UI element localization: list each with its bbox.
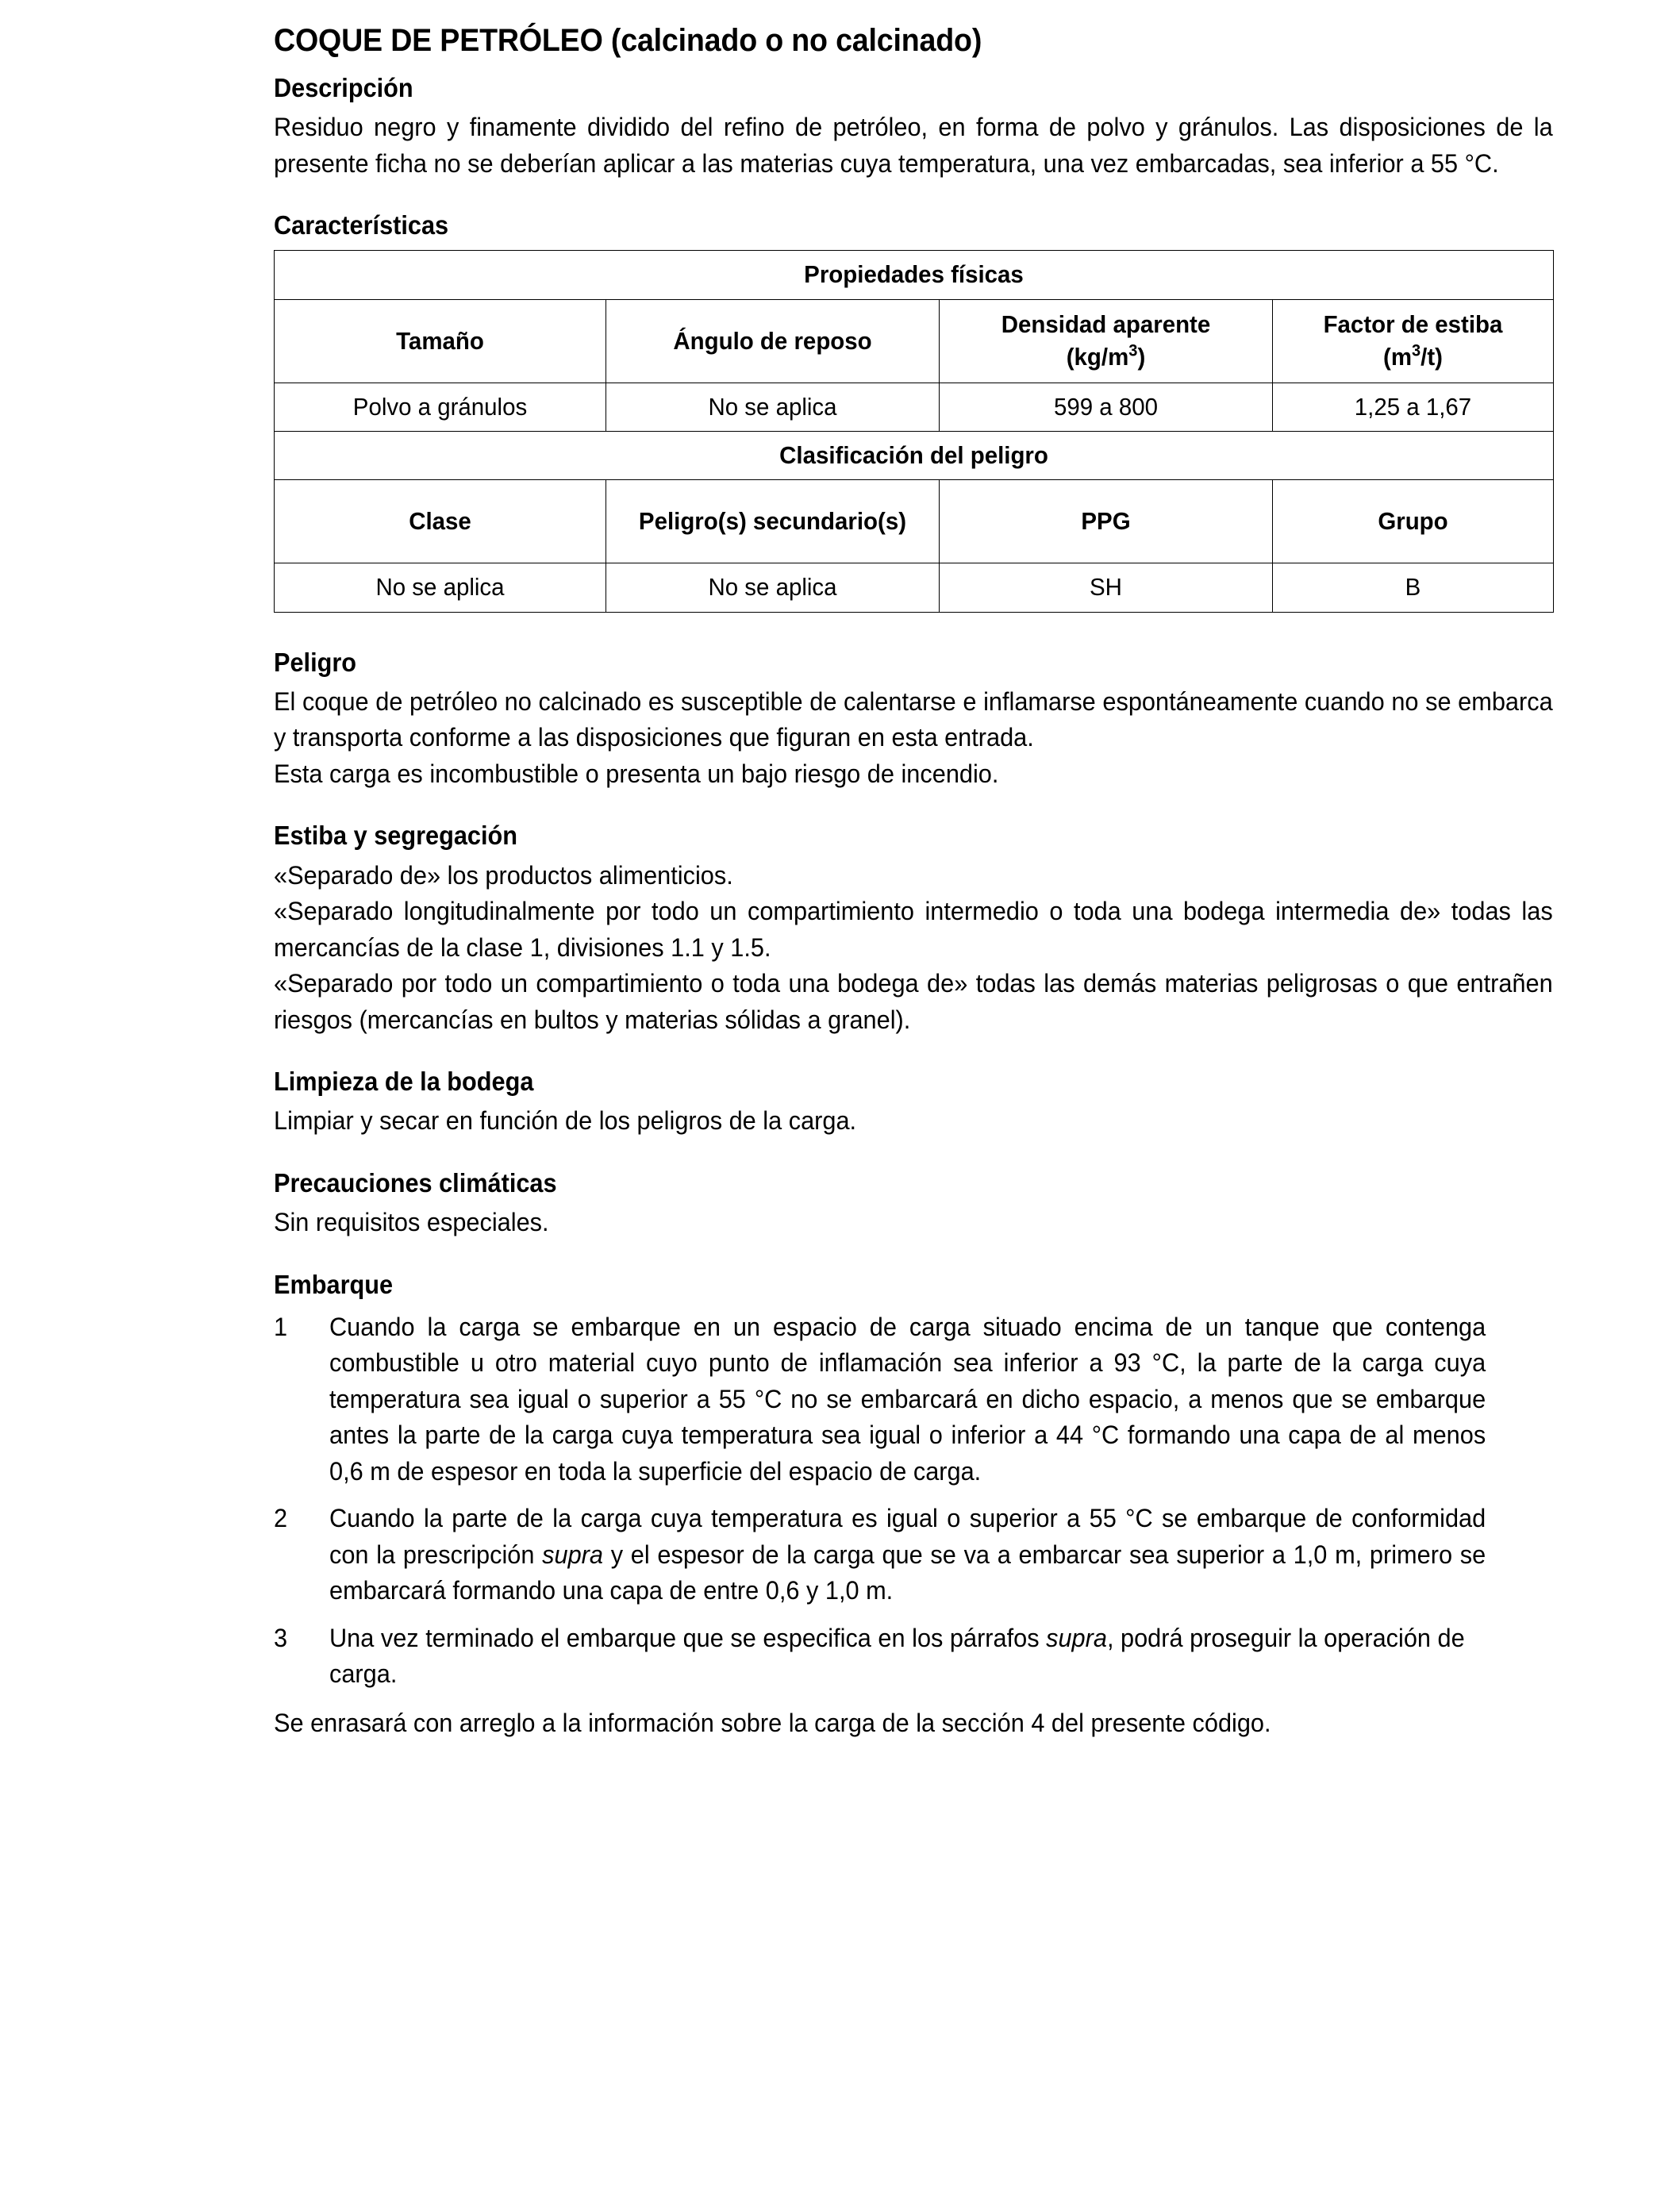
physical-properties-band-label: Propiedades físicas	[804, 260, 1024, 289]
physical-properties-band-cell	[275, 251, 1554, 299]
list-item-number: 1	[274, 1312, 288, 1341]
estiba-paragraph-2: «Separado longitudinalmente por todo un compartimiento intermedio o toda una bodega intermedia de» todas las mercancías de la clase 1, divisiones 1.1 y 1.5.	[274, 897, 1553, 962]
value-cell-ppg	[940, 563, 1273, 612]
list-item	[274, 1309, 1553, 1490]
header-cell-ppg	[940, 480, 1273, 563]
section-heading-precauciones: Precauciones climáticas	[274, 1167, 557, 1198]
header-cell-peligro-secundario	[606, 480, 940, 563]
value-cell-densidad-aparente	[940, 383, 1273, 431]
header-label-peligro-secundario: Peligro(s) secundario(s)	[638, 507, 907, 536]
value-cell-grupo	[1273, 563, 1554, 612]
estiba-paragraph-3: «Separado por todo un compartimiento o toda una bodega de» todas las demás materias peligrosas o que entrañen riesgos (mercancías en bultos y materias sólidas a granel).	[274, 969, 1553, 1034]
value-densidad-aparente: 599 a 800	[1053, 392, 1159, 421]
list-item-number: 3	[274, 1623, 288, 1652]
list-item	[274, 1621, 1553, 1693]
peligro-paragraph-1: El coque de petróleo no calcinado es susceptible de calentarse e inflamarse espontáneamente cuando no se embarca y transporta conforme a las disposiciones que figuran en esta entrada.	[274, 686, 1553, 752]
table-row-hazard-values	[275, 563, 1554, 612]
header-unit-densidad-aparente: $(kg/m^3)$	[1066, 341, 1146, 371]
embarque-closing-paragraph: Se enrasará con arreglo a la información sobre la carga de la sección 4 del presente código.	[274, 1708, 1271, 1737]
header-cell-angulo-reposo	[606, 299, 940, 383]
header-label-angulo-reposo: Ángulo de reposo	[673, 326, 872, 355]
value-grupo: B	[1405, 573, 1421, 602]
header-cell-factor-estiba	[1273, 299, 1554, 383]
value-angulo-reposo: No se aplica	[708, 392, 837, 421]
list-item-text-italic: supra	[1046, 1623, 1107, 1652]
header-cell-densidad-aparente	[940, 299, 1273, 383]
table-row-physical-headers	[275, 299, 1554, 383]
peligro-paragraph-2: Esta carga es incombustible o presenta un bajo riesgo de incendio.	[274, 759, 999, 788]
hazard-classification-band-cell	[275, 432, 1554, 480]
limpieza-paragraph: Limpiar y secar en función de los peligros de la carga.	[274, 1106, 857, 1136]
section-heading-estiba: Estiba y segregación	[274, 821, 518, 851]
table-row-hazard-headers	[275, 480, 1554, 563]
header-label-clase: Clase	[409, 507, 471, 536]
value-tamano: Polvo a gránulos	[352, 392, 528, 421]
header-cell-tamano	[275, 299, 606, 383]
document-page	[274, 0, 1553, 1741]
value-cell-peligro-secundario	[606, 563, 940, 612]
value-cell-tamano	[275, 383, 606, 431]
characteristics-table	[274, 250, 1554, 612]
header-unit-factor-estiba: $(m^3/t)$	[1383, 341, 1443, 371]
list-item-number: 2	[274, 1504, 288, 1533]
section-heading-descripcion: Descripción	[274, 73, 413, 102]
list-item-text-part-1: Cuando la carga se embarque en un espacio de carga situado encima de un tanque que contenga combustible u otro material cuyo punto de inflamación sea inferior a 93 °C, la parte de la carga cuya temperatura sea igual o superior a 55 °C no se embarcará en dicho espacio, a menos que se embarque antes la parte de la carga cuya temperatura sea igual o inferior a 44 °C formando una capa de al menos 0,6 m de espesor en toda la superficie del espacio de carga.	[329, 1312, 1486, 1486]
header-label-grupo: Grupo	[1378, 507, 1448, 536]
embarque-numbered-list	[274, 1309, 1553, 1693]
table-row-hazard-band	[275, 432, 1554, 480]
list-item-text	[329, 1621, 1486, 1693]
page-title: COQUE DE PETRÓLEO (calcinado o no calcinado)	[274, 23, 982, 58]
value-peligro-secundario: No se aplica	[708, 573, 837, 602]
list-item	[274, 1501, 1553, 1609]
value-clase: No se aplica	[375, 573, 505, 602]
header-cell-grupo	[1273, 480, 1554, 563]
descripcion-paragraph: Residuo negro y finamente dividido del refino de petróleo, en forma de polvo y gránulos. Las disposiciones de la presente ficha no se deberían aplicar a las materias cuya temperatura, una vez embarcadas, sea inferior a 55 °C.	[274, 113, 1553, 178]
list-item-text	[329, 1309, 1486, 1490]
value-ppg: SH	[1090, 573, 1122, 602]
value-cell-clase	[275, 563, 606, 612]
header-label-tamano: Tamaño	[396, 326, 484, 355]
list-item-text-part-2: y el espesor de la carga que se va a embarcar sea superior a 1,0 m, primero se embarcará formando una capa de entre 0,6 y 1,0 m.	[329, 1540, 1486, 1605]
header-label-densidad-aparente: Densidad aparente	[1001, 310, 1211, 339]
section-heading-embarque: Embarque	[274, 1269, 394, 1299]
precauciones-paragraph: Sin requisitos especiales.	[274, 1208, 549, 1237]
list-item-text-part-1: Una vez terminado el embarque que se especifica en los párrafos	[329, 1623, 1047, 1652]
estiba-paragraph-1: «Separado de» los productos alimenticios.	[274, 860, 733, 890]
list-item-text-part-2: , podrá proseguir la operación de carga.	[329, 1623, 1465, 1689]
list-item-text	[329, 1501, 1486, 1609]
section-heading-peligro: Peligro	[274, 647, 357, 677]
table-row-physical-band	[275, 251, 1554, 299]
hazard-classification-band-label: Clasificación del peligro	[779, 441, 1048, 470]
section-heading-limpieza: Limpieza de la bodega	[274, 1067, 534, 1097]
value-factor-estiba: 1,25 a 1,67	[1354, 392, 1472, 421]
header-cell-clase	[275, 480, 606, 563]
value-cell-factor-estiba	[1273, 383, 1554, 431]
header-label-factor-estiba: Factor de estiba	[1323, 310, 1503, 339]
section-heading-caracteristicas: Características	[274, 210, 449, 240]
header-label-ppg: PPG	[1081, 507, 1131, 536]
table-row-physical-values	[275, 383, 1554, 431]
list-item-text-part-1: Cuando la parte de la carga cuya temperatura es igual o superior a 55 °C se embarque de conformidad con la prescripción	[329, 1504, 1486, 1569]
list-item-text-italic: supra	[542, 1540, 603, 1569]
value-cell-angulo-reposo	[606, 383, 940, 431]
